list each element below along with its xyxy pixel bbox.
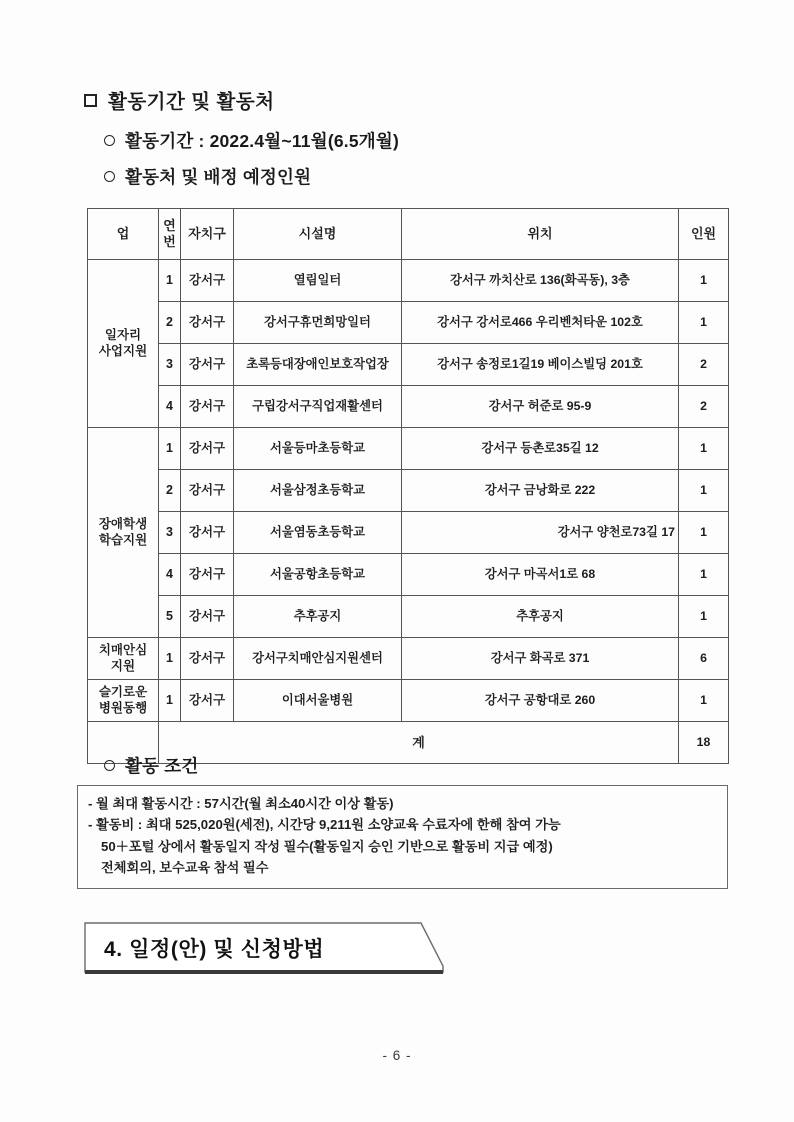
cell-facility: 추후공지: [234, 596, 402, 638]
cell-count: 2: [679, 344, 729, 386]
cell-district: 강서구: [181, 638, 234, 680]
table-row: [88, 428, 729, 470]
table-head: [88, 209, 729, 260]
table-body: [88, 260, 729, 764]
cell-district: 강서구: [181, 386, 234, 428]
condition-line: 전체회의, 보수교육 참석 필수: [101, 860, 269, 876]
col-header-facility: 시설명: [234, 209, 402, 260]
cell-seq: 2: [159, 302, 181, 344]
col-header-count: 인원: [679, 209, 729, 260]
table-row: [88, 260, 729, 302]
cell-facility: 열림일터: [234, 260, 402, 302]
cell-district: 강서구: [181, 554, 234, 596]
cell-district: 강서구: [181, 470, 234, 512]
cell-seq: 2: [159, 470, 181, 512]
bullet-activity-period: [104, 128, 399, 153]
cell-total-label: 계: [159, 722, 679, 764]
cell-seq: 1: [159, 680, 181, 722]
section-banner-title: 4. 일정(안) 및 신청방법: [104, 938, 325, 961]
cell-district: 강서구: [181, 260, 234, 302]
condition-line: - 월 최대 활동시간 : 57시간(월 최소40시간 이상 활동): [88, 796, 394, 811]
bullet-activity-conditions: [104, 753, 198, 778]
table-row: [88, 680, 729, 722]
activity-sites-table: [87, 208, 729, 764]
cell-district: 강서구: [181, 428, 234, 470]
cell-location: 강서구 마곡서1로 68: [402, 554, 679, 596]
col-header-district: 자치구: [181, 209, 234, 260]
cell-business-group: 치매안심 지원: [88, 638, 159, 680]
cell-district: 강서구: [181, 344, 234, 386]
cell-seq: 1: [159, 260, 181, 302]
table-header-row: [88, 209, 729, 260]
bullet-label: 활동처 및 배정 예정인원: [125, 167, 312, 187]
cell-district: 강서구: [181, 302, 234, 344]
cell-location: 강서구 송정로1길19 베이스빌딩 201호: [402, 344, 679, 386]
circle-outline-icon: [104, 760, 115, 771]
cell-seq: 5: [159, 596, 181, 638]
cell-seq: 1: [159, 428, 181, 470]
cell-facility: 초록등대장애인보호작업장: [234, 344, 402, 386]
cell-count: 1: [679, 302, 729, 344]
cell-seq: 3: [159, 512, 181, 554]
page-number: - 6 -: [382, 1048, 412, 1063]
condition-line: 50＋포털 상에서 활동일지 작성 필수(활동일지 승인 기반으로 활동비 지급 예정): [101, 838, 553, 854]
cell-district: 강서구: [181, 512, 234, 554]
bullet-label: 활동 조건: [125, 756, 199, 776]
cell-count: 1: [679, 596, 729, 638]
cell-district: 강서구: [181, 596, 234, 638]
cell-count: 1: [679, 470, 729, 512]
table-row: [88, 470, 729, 512]
cell-facility: 서울공항초등학교: [234, 554, 402, 596]
circle-outline-icon: [104, 135, 115, 146]
table-row: [88, 512, 729, 554]
cell-seq: 1: [159, 638, 181, 680]
cell-facility: 서울삼정초등학교: [234, 470, 402, 512]
col-header-business: 업: [88, 209, 159, 260]
cell-business-group: 일자리 사업지원: [88, 260, 159, 428]
cell-seq: 4: [159, 554, 181, 596]
activity-sites-table-wrapper: [87, 208, 728, 764]
cell-business-group: 장애학생 학습지원: [88, 428, 159, 638]
table-row: [88, 638, 729, 680]
cell-facility: 서울염동초등학교: [234, 512, 402, 554]
cell-seq: 4: [159, 386, 181, 428]
cell-location: 추후공지: [402, 596, 679, 638]
cell-count: 2: [679, 386, 729, 428]
cell-count: 1: [679, 512, 729, 554]
table-row: [88, 344, 729, 386]
cell-facility: 서울등마초등학교: [234, 428, 402, 470]
section-banner: [84, 922, 444, 974]
section-heading: [84, 86, 275, 114]
cell-district: 강서구: [181, 680, 234, 722]
cell-location: 강서구 공항대로 260: [402, 680, 679, 722]
square-outline-icon: [84, 94, 97, 107]
cell-location: 강서구 강서로466 우리벤처타운 102호: [402, 302, 679, 344]
cell-count: 6: [679, 638, 729, 680]
circle-outline-icon: [104, 171, 115, 182]
cell-location: 강서구 등촌로35길 12: [402, 428, 679, 470]
cell-facility: 구립강서구직업재활센터: [234, 386, 402, 428]
table-row: [88, 302, 729, 344]
cell-count: 1: [679, 260, 729, 302]
cell-location: 강서구 양천로73길 17: [402, 512, 679, 554]
cell-location: 강서구 금낭화로 222: [402, 470, 679, 512]
cell-facility: 강서구치매안심지원센터: [234, 638, 402, 680]
cell-seq: 3: [159, 344, 181, 386]
col-header-seq: 연번: [159, 209, 181, 260]
bullet-label: 활동기간 : 2022.4월~11월(6.5개월): [125, 131, 400, 151]
cell-facility: 이대서울병원: [234, 680, 402, 722]
cell-facility: 강서구휴먼희망일터: [234, 302, 402, 344]
condition-line: - 활동비 : 최대 525,020원(세전), 시간당 9,211원 소양교육 수료자에 한해 참여 가능: [88, 817, 561, 833]
col-header-location: 위치: [402, 209, 679, 260]
activity-conditions-box: [77, 785, 728, 889]
table-row: [88, 596, 729, 638]
bullet-activity-sites: [104, 164, 311, 189]
cell-total-count: 18: [679, 722, 729, 764]
cell-location: 강서구 화곡로 371: [402, 638, 679, 680]
cell-count: 1: [679, 428, 729, 470]
section-heading-text: 활동기간 및 활동처: [108, 91, 275, 113]
cell-location: 강서구 허준로 95-9: [402, 386, 679, 428]
cell-business-group: 슬기로운 병원동행: [88, 680, 159, 722]
cell-count: 1: [679, 554, 729, 596]
table-row: [88, 554, 729, 596]
table-row: [88, 386, 729, 428]
cell-location: 강서구 까치산로 136(화곡동), 3층: [402, 260, 679, 302]
cell-count: 1: [679, 680, 729, 722]
